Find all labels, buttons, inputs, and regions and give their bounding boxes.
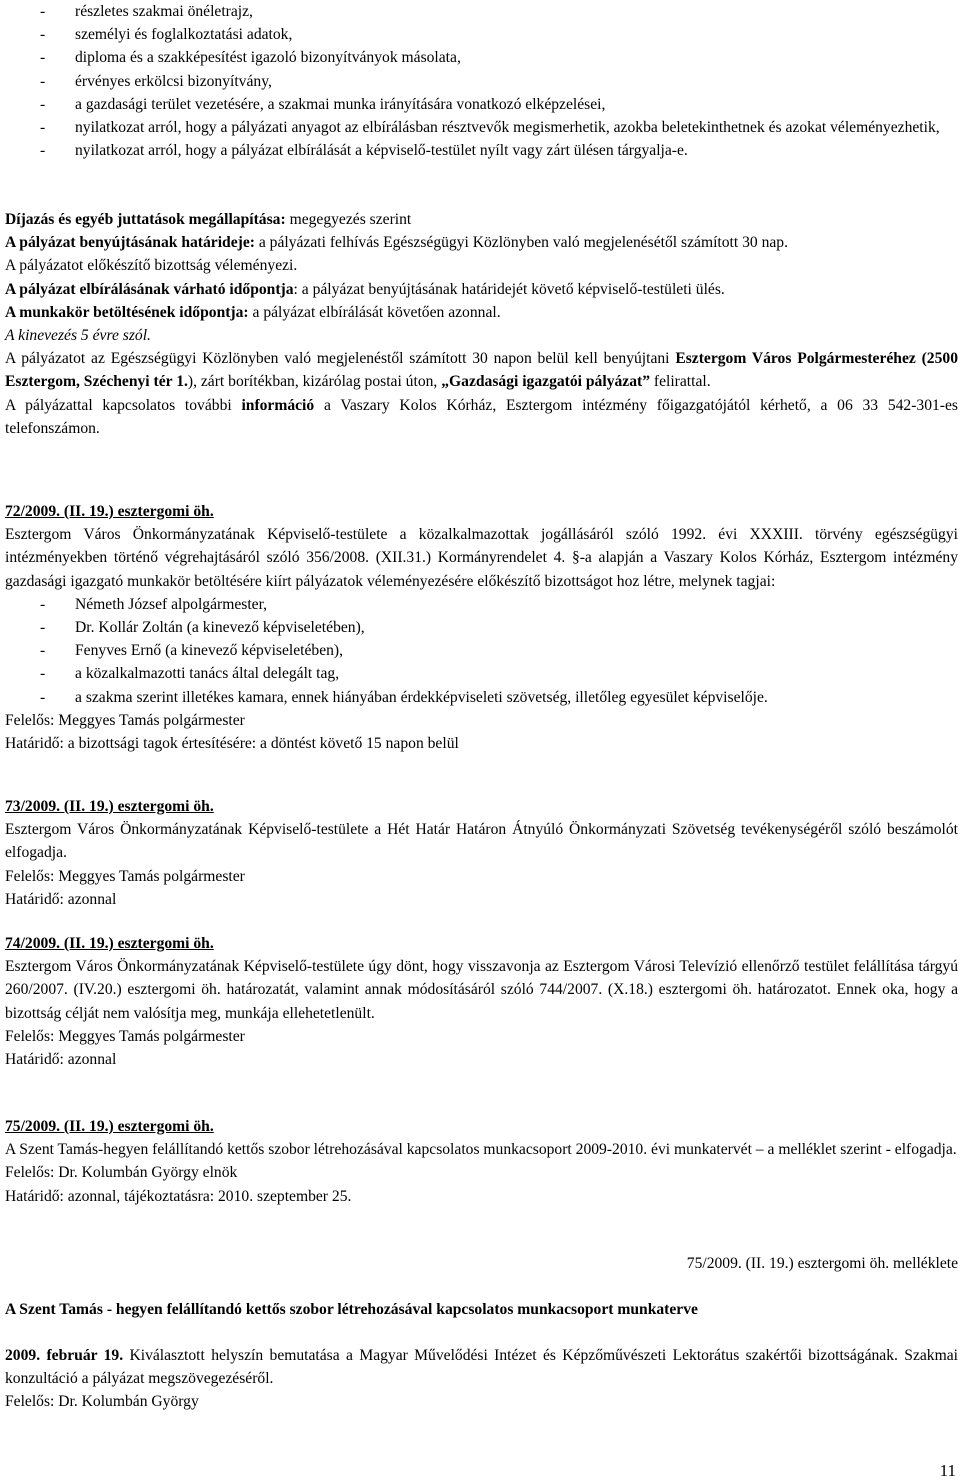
resolution-text: Esztergom Város Önkormányzatának Képviselő-testülete úgy dönt, hogy visszavonja az Esztergom Városi Televízió ellenőrző testület felállítása tárgyú 260/2007. (IV.20.) esztergomi öh. határozatát, valamint annak módosításáról szóló 744/2007. (X.18.) esztergomi öh. határozatot. Ennek oka, hogy a bizottság célját nem valósítja meg, munkája ellehetetlenült. <box>5 958 958 1022</box>
list-item-text: a közalkalmazotti tanács által delegált tag, <box>75 665 340 683</box>
responsible-line: Felelős: Meggyes Tamás polgármester <box>5 1027 245 1045</box>
requirement-item <box>5 93 958 116</box>
member-item <box>5 686 958 709</box>
list-dash: - <box>40 142 46 160</box>
requirement-item <box>5 116 958 139</box>
appointment-line: A kinevezés 5 évre szól. <box>5 327 151 345</box>
list-item-text: nyilatkozat arról, hogy a pályázat elbírálását a képviselő-testület nyílt vagy zárt ülésen tárgyalja-e. <box>75 142 688 160</box>
list-dash: - <box>40 688 46 706</box>
list-dash: - <box>40 3 46 20</box>
resolution-text: Esztergom Város Önkormányzatának Képviselő-testülete a közalkalmazottak jogállásáról szóló 1992. évi XXXIII. törvény egészségügyi intézményekben történő végrehajtásáról szóló 356/2008. (XII.31.) Kormányrendelet 4. §-a alapján a Vaszary Kolos Kórház, Esztergom intézmény gazdasági igazgató munkakör betöltésére kiírt pályázatok véleményezésére előkészítő bizottságot hoz létre, melynek tagjai: <box>5 526 958 590</box>
list-dash: - <box>40 665 46 683</box>
deadline-line: Határidő: azonnal <box>5 1051 117 1069</box>
responsible-line: Felelős: Dr. Kolumbán György elnök <box>5 1164 238 1182</box>
list-dash: - <box>40 49 46 67</box>
requirement-item <box>5 23 958 46</box>
resolution-title: 74/2009. (II. 19.) esztergomi öh. <box>5 935 214 952</box>
responsible-line: Felelős: Meggyes Tamás polgármester <box>5 867 245 885</box>
responsible-line: Felelős: Meggyes Tamás polgármester <box>5 711 245 729</box>
list-dash: - <box>40 642 46 660</box>
resolution-title: 73/2009. (II. 19.) esztergomi öh. <box>5 798 214 815</box>
deadline-line: Határidő: a bizottsági tagok értesítésére: a döntést követő 15 napon belül <box>5 735 459 753</box>
list-item-text: Dr. Kollár Zoltán (a kinevező képviseletében), <box>75 619 365 637</box>
requirement-item <box>5 139 958 162</box>
committee-members <box>5 593 958 709</box>
review-line: A pályázatot előkészítő bizottság véleményezi. <box>5 257 298 275</box>
annex-item-text: 2009. február 19. Kiválasztott helyszín bemutatása a Magyar Művelődési Intézet és Képzőművészeti Lektorátus szakértői bizottságának. Szakmai konzultáció a pályázat megszövegezéséről. <box>5 1347 958 1388</box>
resolution-text: Esztergom Város Önkormányzatának Képviselő-testülete a Hét Határ Határon Átnyúló Önkormányzati Szövetség tevékenységéről szóló beszámolót elfogadja. <box>5 821 958 862</box>
list-dash: - <box>40 26 46 44</box>
member-item <box>5 639 958 662</box>
resolution-73 <box>5 795 958 911</box>
list-item-text: Németh József alpolgármester, <box>75 595 268 613</box>
list-dash: - <box>40 119 46 137</box>
list-dash: - <box>40 72 46 90</box>
list-item-text: érvényes erkölcsi bizonyítvány, <box>75 72 272 90</box>
list-dash: - <box>40 619 46 637</box>
requirement-item <box>5 70 958 93</box>
list-item-text: részletes szakmai önéletrajz, <box>75 3 253 20</box>
info-paragraph: A pályázattal kapcsolatos további információ a Vaszary Kolos Kórház, Esztergom intézmény főigazgatójától kérhető, a 06 33 542-301-es telefonszámon. <box>5 396 958 437</box>
salary-line: Díjazás és egyéb juttatások megállapítása: megegyezés szerint <box>5 211 412 228</box>
list-dash: - <box>40 595 46 613</box>
annex-reference: 75/2009. (II. 19.) esztergomi öh. melléklete <box>686 1255 958 1272</box>
requirement-item <box>5 0 958 23</box>
list-item-text: diploma és a szakképesítést igazoló bizonyítványok másolata, <box>75 49 461 67</box>
evaluation-line: A pályázat elbírálásának várható időpontja: a pályázat benyújtásának határidejét követő képviselő-testületi ülés. <box>5 280 725 298</box>
conditions-section <box>5 208 958 440</box>
deadline-line: Határidő: azonnal, tájékoztatásra: 2010. szeptember 25. <box>5 1187 352 1205</box>
start-line: A munkakör betöltésének időpontja: a pályázat elbírálását követően azonnal. <box>5 303 501 321</box>
page-number: 11 <box>939 1461 956 1480</box>
list-item-text: személyi és foglalkoztatási adatok, <box>75 26 293 44</box>
list-item-text: a szakma szerint illetékes kamara, ennek hiányában érdekképviseleti szövetség, illetőleg egyesület képviselője. <box>75 688 768 706</box>
annex-responsible: Felelős: Dr. Kolumbán György <box>5 1393 199 1411</box>
list-item-text: Fenyves Ernő (a kinevező képviseletében), <box>75 642 344 660</box>
member-item <box>5 593 958 616</box>
resolution-title: 72/2009. (II. 19.) esztergomi öh. <box>5 503 214 520</box>
annex-title: A Szent Tamás - hegyen felállítandó kettős szobor létrehozásával kapcsolatos munkacsoport munkaterve <box>5 1301 698 1318</box>
submission-paragraph: A pályázatot az Egészségügyi Közlönyben való megjelenéstől számított 30 napon belül kell benyújtani Esztergom Város Polgármesteréhez (2500 Esztergom, Széchenyi tér 1.), zárt borítékban, kizárólag postai úton, „Gazdasági igazgatói pályázat” felirattal. <box>5 350 958 391</box>
requirement-item <box>5 46 958 69</box>
resolution-75 <box>5 1115 958 1208</box>
member-item <box>5 616 958 639</box>
resolution-72 <box>5 500 958 755</box>
member-item <box>5 662 958 685</box>
requirements-list <box>5 0 958 162</box>
resolution-title: 75/2009. (II. 19.) esztergomi öh. <box>5 1118 214 1135</box>
annex-item <box>5 1344 958 1414</box>
list-dash: - <box>40 95 46 113</box>
list-item-text: nyilatkozat arról, hogy a pályázati anyagot az elbírálásban résztvevők megismerhetik, azokba beletekinthetnek és azokat véleményezhetik, <box>75 119 940 137</box>
resolution-74 <box>5 932 958 1071</box>
list-item-text: a gazdasági terület vezetésére, a szakmai munka irányítására vonatkozó elképzelései, <box>75 95 606 113</box>
deadline-line: Határidő: azonnal <box>5 890 117 908</box>
resolution-text: A Szent Tamás-hegyen felállítandó kettős szobor létrehozásával kapcsolatos munkacsoport 2009-2010. évi munkatervét – a melléklet szerint - elfogadja. <box>5 1141 957 1159</box>
deadline-line: A pályázat benyújtásának határideje: a pályázati felhívás Egészségügyi Közlönyben való megjelenésétől számított 30 nap. <box>5 234 789 252</box>
